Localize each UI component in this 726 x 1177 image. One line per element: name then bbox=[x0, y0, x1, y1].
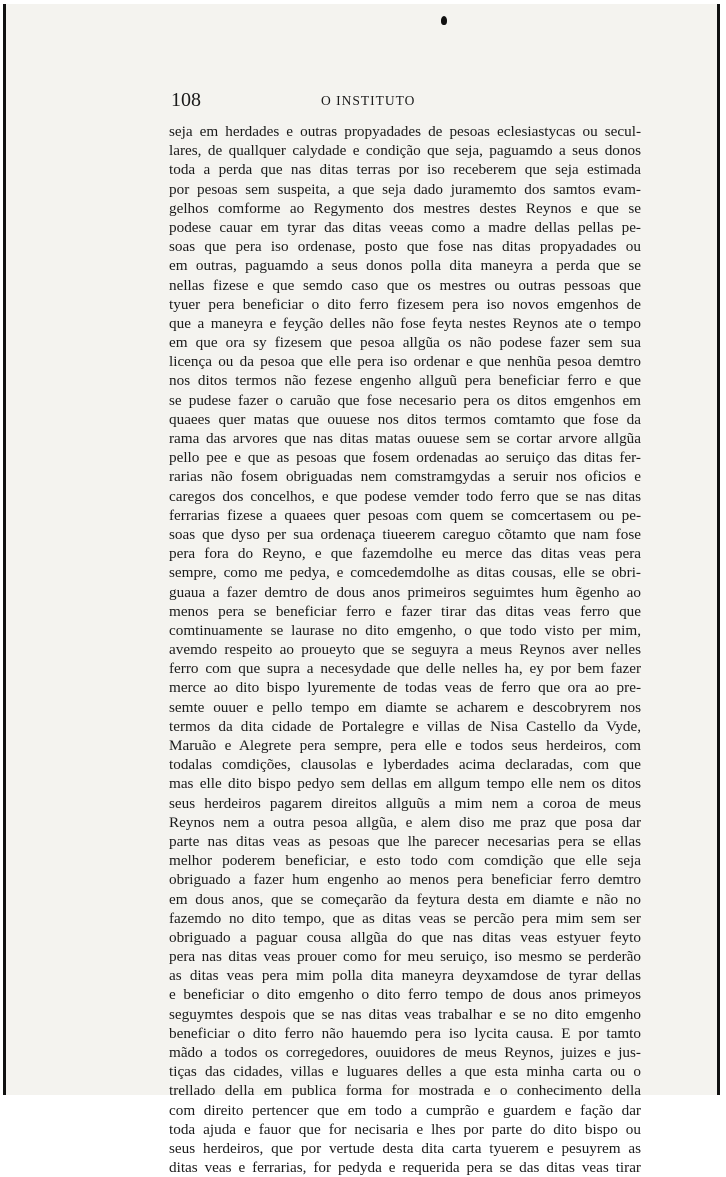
text-line: soas que pera iso ordenase, posto que fose nas ditas propyadades ou bbox=[169, 238, 641, 256]
body-text bbox=[169, 122, 641, 1177]
text-line: quaees quer matas que ouuese nos ditos termos comtamto que fose da bbox=[169, 410, 641, 428]
text-line: menos pera se beneficiar ferro e fazer tirar das ditas veas ferro que bbox=[169, 602, 641, 620]
text-line: mas elle dito bispo pedyo sem dellas em allgum tempo elle nem os ditos bbox=[169, 775, 641, 793]
page-number: 108 bbox=[171, 89, 201, 111]
text-line: rarias não fosem obriguadas nem comstramgydas a seruir nos oficios e bbox=[169, 468, 641, 486]
text-line: por pesoas sem suspeita, a que seja dado juramemto dos samtos evam- bbox=[169, 180, 641, 198]
text-line: nos ditos termos não fezese engenho allguũ pera beneficiar ferro e que bbox=[169, 372, 641, 390]
text-line: pera nas ditas veas prouer como for meu seruiço, iso mesmo se perderão bbox=[169, 948, 641, 966]
text-line: caregos dos concelhos, e que podese vemder todo ferro que se nas ditas bbox=[169, 487, 641, 505]
text-line: obriguado a fazer hum engenho ao menos pera beneficiar ferro demtro bbox=[169, 871, 641, 889]
text-line: comtinuamente se laurase no dito emgenho, o que todo visto per mim, bbox=[169, 621, 641, 639]
text-line: ditas veas e ferrarias, for pedyda e requerida pera se das ditas veas tirar bbox=[169, 1159, 641, 1177]
text-line: todalas comdições, clausolas e lyberdades acima declaradas, com que bbox=[169, 756, 641, 774]
text-line: seus herdeiros pagarem direitos allguũs a mim nem a coroa de meus bbox=[169, 794, 641, 812]
text-line: que a maneyra e feyção delles não fose feyta nestes Reynos ate o tempo bbox=[169, 314, 641, 332]
text-line: pello pee e que as pesoas que fosem ordenadas ao seruiço das ditas fer- bbox=[169, 449, 641, 467]
text-line: lares, de quallquer calydade e condição que seja, paguamdo a seus donos bbox=[169, 142, 641, 160]
text-line: ferro com que supra a necesydade que delle nelles ha, ey por bem fazer bbox=[169, 660, 641, 678]
text-line: seus herdeiros, que por vertude desta dita carta tyuerem e pesuyrem as bbox=[169, 1139, 641, 1157]
text-line: soas que dyso per sua ordenaça tiueerem careguo cõtamto que nam fose bbox=[169, 525, 641, 543]
text-line: Reynos nem a outra pesoa allgũa, e alem diso me praz que posa dar bbox=[169, 813, 641, 831]
text-line: tyuer pera beneficiar o dito ferro fizesem pera iso novos emgenhos de bbox=[169, 295, 641, 313]
text-line: podese cauar em tyrar das ditas veeas como a madre dellas pellas pe- bbox=[169, 218, 641, 236]
text-line: com direito pertencer que em todo a cumprão e guardem e fação dar bbox=[169, 1101, 641, 1119]
text-line: licença ou da pesoa que elle pera iso ordenar e que nenhũa pesoa demtro bbox=[169, 353, 641, 371]
text-line: merce ao dito bispo lyuremente de todas veas de ferro que ora ao pre- bbox=[169, 679, 641, 697]
text-line: semte ouuer e pello tempo em diamte se acharem e descobryrem nos bbox=[169, 698, 641, 716]
text-line: se pudese fazer o caruão que fose necesario pera os ditos emgenhos em bbox=[169, 391, 641, 409]
text-line: e beneficiar o dito emgenho o dito ferro tempo de dous anos primeyos bbox=[169, 986, 641, 1004]
text-line: beneficiar o dito ferro não hauemdo pera iso lycita causa. E por tamto bbox=[169, 1024, 641, 1042]
running-title: O INSTITUTO bbox=[321, 93, 416, 108]
text-line: as ditas veas pera mim polla dita maneyra deyxamdose de tyrar dellas bbox=[169, 967, 641, 985]
text-line: seguymtes despois que se nas ditas veas trabalhar e se no dito emgenho bbox=[169, 1005, 641, 1023]
text-line: sempre, como me pedya, e comcedemdolhe as ditas cousas, elle se obri- bbox=[169, 564, 641, 582]
text-line: tiças das cidades, villas e luguares delles a que esta minha carta ou o bbox=[169, 1063, 641, 1081]
text-line: em dous anos, que se começarão da feytura desta em diamte e não no bbox=[169, 890, 641, 908]
text-line: nellas fizese e que semdo caso que os mestres ou outras pessoas que bbox=[169, 276, 641, 294]
text-line: fazemdo no dito tempo, que as ditas veas se percão pera mim sem ser bbox=[169, 909, 641, 927]
text-line: mãdo a todos os corregedores, ouuidores de meus Reynos, juizes e jus- bbox=[169, 1044, 641, 1061]
text-line: toda a perda que nas ditas terras por iso receberem que seja estimada bbox=[169, 161, 641, 179]
page-header bbox=[171, 86, 641, 114]
text-line: rama das arvores que nas ditas matas ouuese sem se cortar arvore allgũa bbox=[169, 430, 641, 447]
text-line: ferrarias fizese a quaees quer pesoas com quem se comcertasem ou pe- bbox=[169, 506, 641, 524]
text-line: termos da dita cidade de Portalegre e villas de Nisa Castello da Vyde, bbox=[169, 717, 641, 735]
text-line: obriguado a paguar cousa allgũa do que nas ditas veas estyuer feyto bbox=[169, 928, 641, 946]
ink-speck bbox=[441, 16, 447, 25]
text-line: Maruão e Alegrete pera sempre, pera elle e todos seus herdeiros, com bbox=[169, 737, 641, 754]
text-line: seja em herdades e outras propyadades de pesoas eclesiastycas ou secul- bbox=[169, 123, 641, 140]
text-line: pera fora do Reyno, e que fazemdolhe eu merce das ditas veas pera bbox=[169, 545, 641, 563]
text-line: toda ajuda e fauor que for necisaria e lhes por parte do dito bispo ou bbox=[169, 1120, 641, 1138]
text-line: melhor poderem beneficiar, e esto todo com comdição que elle seja bbox=[169, 852, 641, 870]
text-line: parte nas ditas veas as pesoas que lhe parecer necesarias pera se ellas bbox=[169, 832, 641, 850]
text-line: trellado della em publica forma for mostrada e o conhecimento della bbox=[169, 1082, 641, 1100]
text-line: avemdo respeito ao proueyto que se seguyra a meus Reynos aver nelles bbox=[169, 641, 641, 659]
text-line: guaua a fazer demtro de dous anos primeiros seguimtes hum ẽgenho ao bbox=[169, 583, 641, 601]
text-line: em que ora sy fizesem que pesoa allgũa os não podese fazer sem sua bbox=[169, 334, 641, 352]
text-line: gelhos comforme ao Regymento dos mestres destes Reynos e que se bbox=[169, 199, 641, 217]
text-line: em outras, paguamdo a seus donos polla dita maneyra a perda que se bbox=[169, 257, 641, 275]
